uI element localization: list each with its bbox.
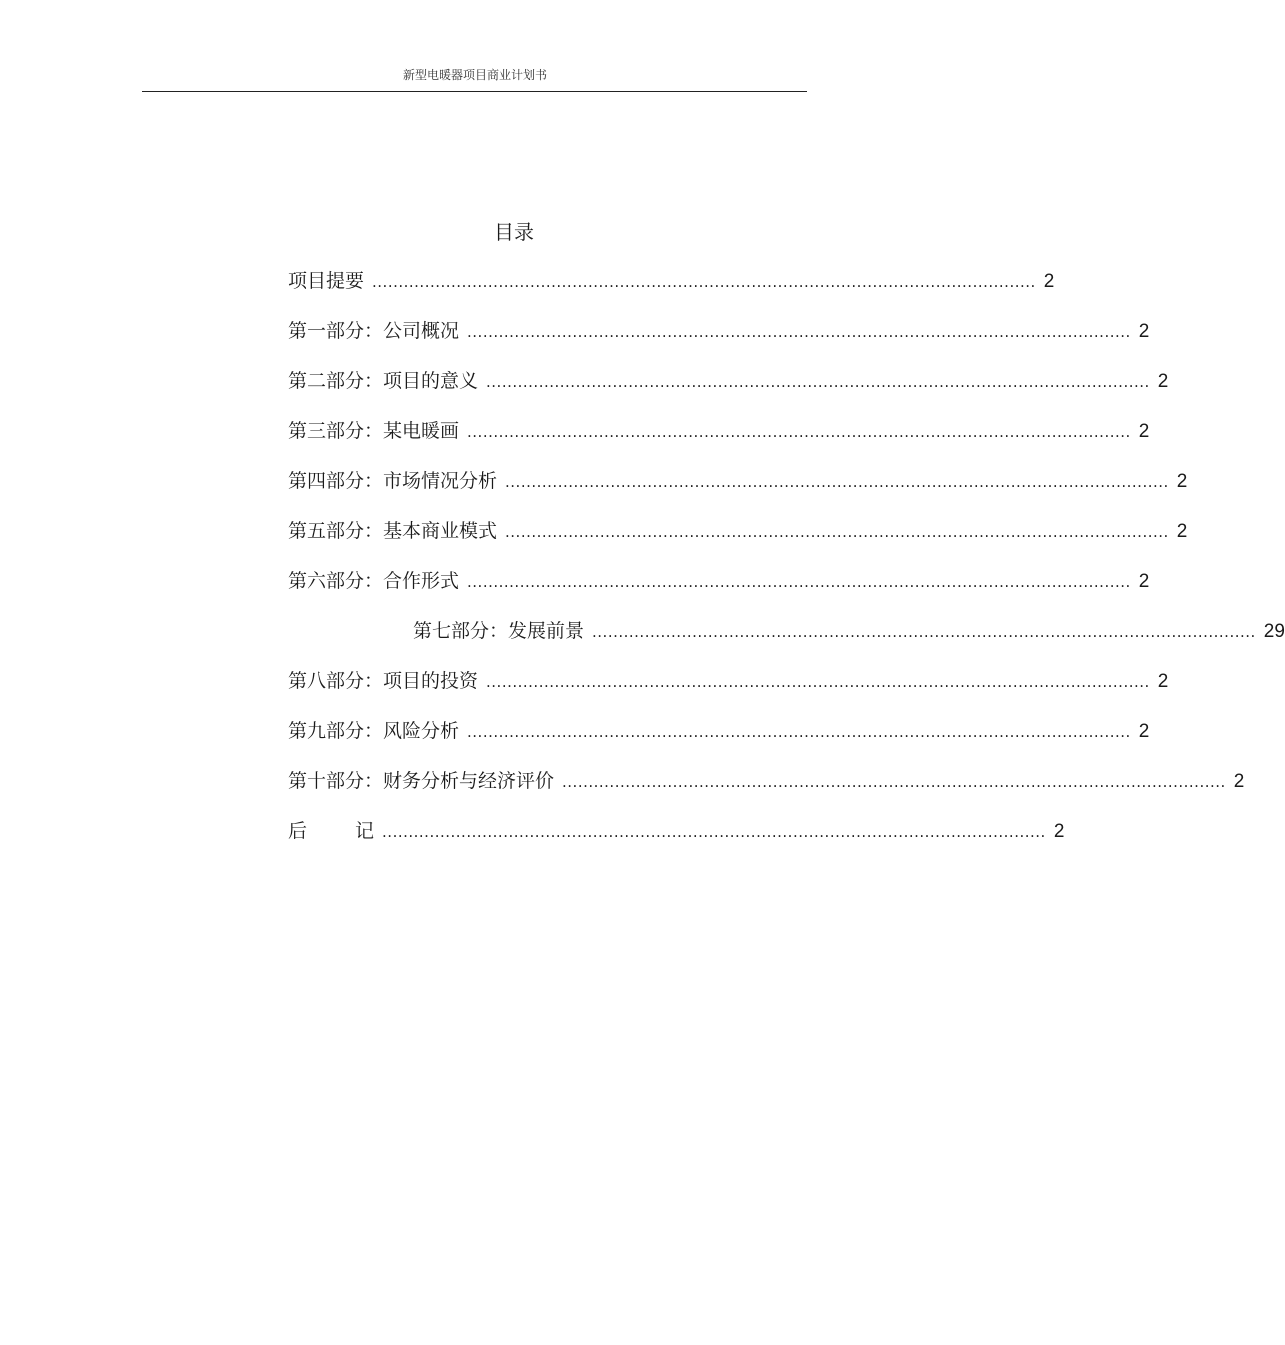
toc-leader-dots: .............................................................................................................................. xyxy=(562,773,1226,791)
toc-title: 目录 xyxy=(494,220,534,244)
toc-leader-dots: .............................................................................................................................. xyxy=(467,423,1131,441)
toc-entry-label: 第八部分：项目的投资 xyxy=(288,670,479,692)
toc-entry[interactable] xyxy=(288,316,1150,342)
toc-entry-page: 2 xyxy=(1138,421,1150,442)
toc-entry[interactable] xyxy=(288,716,1150,742)
toc-entry-label xyxy=(288,816,374,843)
toc-entry[interactable] xyxy=(288,816,1065,842)
toc-leader-dots: .............................................................................................................................. xyxy=(467,323,1131,341)
toc-entry-label: 第二部分：项目的意义 xyxy=(288,370,479,392)
toc-entry[interactable] xyxy=(413,616,1285,642)
toc-entry-label: 第六部分：合作形式 xyxy=(288,570,460,592)
toc-entry[interactable] xyxy=(288,666,1169,692)
toc-entry[interactable] xyxy=(288,366,1169,392)
toc-leader-dots: .............................................................................................................................. xyxy=(505,473,1169,491)
toc-entry[interactable] xyxy=(288,566,1150,592)
toc-entry-page: 2 xyxy=(1043,271,1055,292)
toc-entry[interactable] xyxy=(288,416,1150,442)
toc-entry-label: 第四部分：市场情况分析 xyxy=(288,470,498,492)
toc-entry-page: 2 xyxy=(1053,821,1065,842)
toc-entry-page: 2 xyxy=(1233,771,1245,792)
toc-entry-page: 2 xyxy=(1138,321,1150,342)
toc-entry[interactable] xyxy=(288,266,1055,292)
toc-entry-page: 2 xyxy=(1157,371,1169,392)
toc-entry-label: 第三部分：某电暖画 xyxy=(288,420,460,442)
toc-entry-label: 第七部分：发展前景 xyxy=(413,620,585,642)
toc-entry-page: 29 xyxy=(1263,621,1285,642)
toc-leader-dots: .............................................................................................................................. xyxy=(372,273,1036,291)
toc-entry[interactable] xyxy=(288,516,1188,542)
toc-entry-label: 项目提要 xyxy=(288,270,365,292)
toc-entry-label: 第十部分：财务分析与经济评价 xyxy=(288,770,555,792)
running-header: 新型电暖器项目商业计划书 xyxy=(402,68,547,82)
toc-leader-dots: .............................................................................................................................. xyxy=(486,373,1150,391)
toc-entry-page: 2 xyxy=(1176,471,1188,492)
toc-leader-dots: .............................................................................................................................. xyxy=(467,723,1131,741)
toc-entry[interactable] xyxy=(288,766,1245,792)
toc-leader-dots: .............................................................................................................................. xyxy=(467,573,1131,591)
toc-leader-dots: .............................................................................................................................. xyxy=(486,673,1150,691)
toc-entry-label: 第五部分：基本商业模式 xyxy=(288,520,498,542)
toc-leader-dots: .............................................................................................................................. xyxy=(505,523,1169,541)
toc-entry-page: 2 xyxy=(1138,721,1150,742)
toc-entry-label: 第一部分：公司概况 xyxy=(288,320,460,342)
toc-entry-label-part: 记 xyxy=(355,820,375,842)
toc-entry[interactable] xyxy=(288,466,1188,492)
toc-entry-label: 第九部分：风险分析 xyxy=(288,720,460,742)
toc-entry-page: 2 xyxy=(1138,571,1150,592)
header-rule xyxy=(142,91,807,92)
toc-entry-page: 2 xyxy=(1157,671,1169,692)
toc-leader-dots: .............................................................................................................................. xyxy=(592,623,1256,641)
toc-leader-dots: .............................................................................................................................. xyxy=(382,823,1046,841)
toc-entry-label-part: 后 xyxy=(288,820,308,842)
toc-entry-page: 2 xyxy=(1176,521,1188,542)
